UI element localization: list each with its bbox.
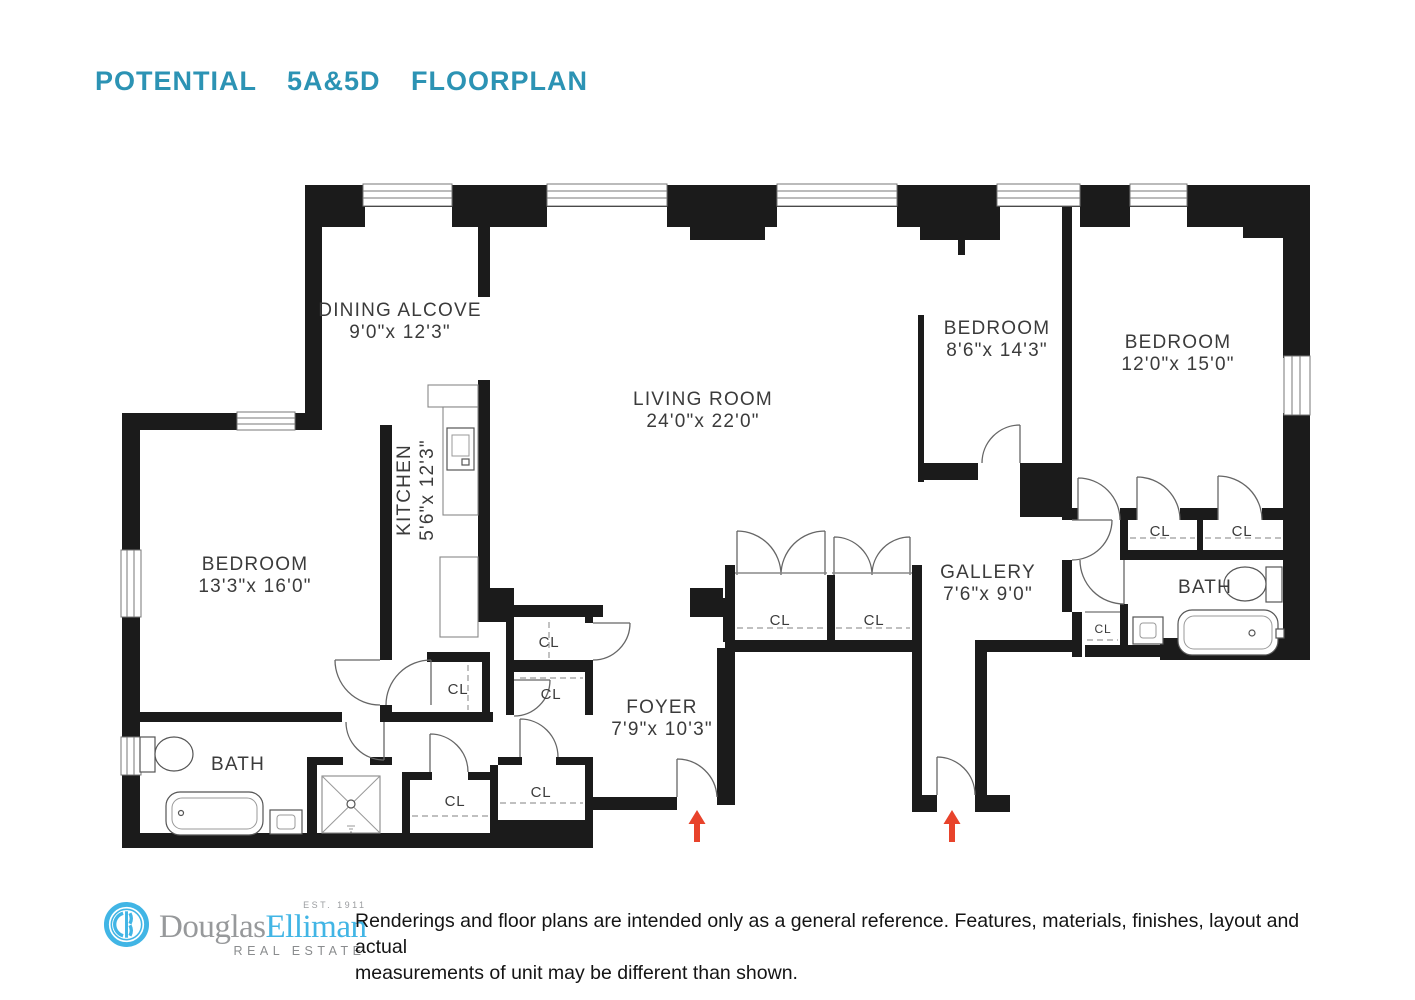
door-arc-icon: [982, 425, 1020, 463]
living-room-label: LIVING ROOM: [633, 389, 773, 410]
entry-arrow-icon: [689, 810, 706, 842]
living-room-dims: 24'0"x 22'0": [646, 411, 760, 432]
bedroom-right-dims: 12'0"x 15'0": [1121, 354, 1235, 375]
door-arc-icon: [1080, 560, 1124, 604]
disclaimer-line-1: Renderings and floor plans are intended only as a general reference. Features, materials, finishes, layout and actual: [355, 910, 1300, 958]
windows: [121, 184, 1310, 775]
entry-arrows: [689, 810, 961, 842]
door-arc-icon: [593, 623, 630, 660]
closet-label: CL: [769, 612, 791, 629]
window-icon: [997, 184, 1080, 206]
closet-label: CL: [1231, 523, 1253, 540]
brand-name-second: Elliman: [265, 909, 367, 945]
bedroom-small-dims: 8'6"x 14'3": [946, 340, 1048, 361]
entry-arrow-icon: [944, 810, 961, 842]
gallery-label: GALLERY: [940, 562, 1036, 583]
walls: [122, 185, 1310, 848]
window-icon: [237, 412, 295, 430]
brand-wordmark: [159, 900, 367, 958]
bathtub-icon: [1178, 610, 1284, 655]
window-icon: [363, 184, 452, 206]
door-arc-icon: [1137, 477, 1180, 520]
closet-label: CL: [1149, 523, 1171, 540]
door-arc-icon: [520, 719, 558, 757]
door-arc-icon: [1078, 478, 1120, 520]
foyer-label: FOYER: [626, 697, 698, 718]
window-icon: [121, 737, 141, 775]
door-arc-icon: [386, 660, 431, 705]
closet-label: CL: [444, 793, 466, 810]
bedroom-left-dims: 13'3"x 16'0": [198, 576, 312, 597]
bathtub-icon: [166, 792, 263, 835]
bedroom-right-label: BEDROOM: [1124, 332, 1232, 353]
shower-icon: [322, 776, 380, 833]
stove-icon: [447, 428, 474, 470]
sink-icon: [1133, 617, 1163, 644]
door-arc-icon: [1218, 476, 1262, 520]
sink-icon: [270, 810, 302, 834]
closet-rods: [412, 538, 1281, 816]
toilet-icon: [140, 737, 193, 772]
brand-established: EST. 1911: [303, 900, 367, 910]
bath-left-label: BATH: [210, 754, 266, 775]
brand-name-first: Douglas: [159, 909, 266, 945]
window-icon: [547, 184, 667, 206]
closet-label: CL: [540, 686, 562, 703]
brand-logo: [103, 900, 367, 958]
door-arc-icon: [346, 722, 384, 760]
dining-alcove-label: DINING ALCOVE: [318, 300, 482, 321]
closet-label: CL: [863, 612, 885, 629]
bath-right-label: BATH: [1177, 577, 1233, 598]
double-door-arc-icon: [834, 537, 910, 575]
brand-tagline: REAL ESTATE: [233, 943, 366, 958]
bedroom-small-label: BEDROOM: [943, 318, 1051, 339]
double-door-arc-icon: [737, 531, 825, 575]
dining-alcove-dims: 9'0"x 12'3": [349, 322, 451, 343]
window-icon: [1130, 184, 1187, 206]
kitchen-label: KITCHEN: [394, 444, 415, 536]
disclaimer-line-2: measurements of unit may be different than shown.: [355, 962, 798, 984]
closet-label: CL: [538, 634, 560, 651]
room-labels: [198, 300, 1234, 775]
window-icon: [1284, 356, 1310, 415]
entry-door-arc-icon: [937, 757, 975, 795]
window-icon: [121, 550, 141, 617]
douglas-elliman-logo-icon: [103, 901, 150, 948]
closet-label: CL: [447, 681, 469, 698]
door-arc-icon: [430, 734, 468, 772]
toilet-icon: [1224, 567, 1282, 602]
window-icon: [777, 184, 897, 206]
disclaimer-text: [355, 908, 1335, 986]
entry-door-arc-icon: [677, 759, 717, 797]
closet-label: CL: [1094, 622, 1112, 636]
door-arc-icon: [335, 660, 380, 705]
foyer-dims: 7'9"x 10'3": [611, 719, 713, 740]
door-arc-icon: [1072, 520, 1112, 560]
kitchen-dims: 5'6"x 12'3": [417, 439, 438, 541]
page-title: POTENTIAL 5A&5D FLOORPLAN: [95, 66, 589, 96]
closet-label: CL: [530, 784, 552, 801]
bedroom-left-label: BEDROOM: [201, 554, 309, 575]
gallery-dims: 7'6"x 9'0": [943, 584, 1033, 605]
